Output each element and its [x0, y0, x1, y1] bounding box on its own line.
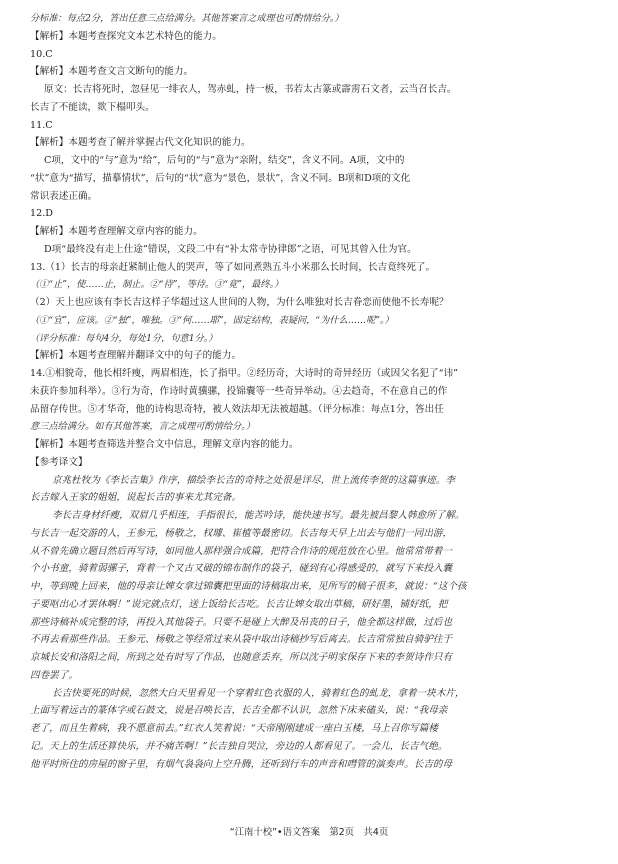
text-line: 【解析】本题考查理解文章内容的能力。 — [30, 226, 203, 237]
text-line: 京城长安和洛阳之间，所到之处有时写了作品，也随意丢弃，所以沈子明家保存下来的李贺诗作只有 — [30, 652, 453, 663]
text-line: （①“宜”，应该。②“独”，唯独。③“何……耶”，固定结构，表疑问，“为什么……呢”。） — [30, 314, 394, 326]
text-line: 【解析】本题考查探究文本艺术特色的能力。 — [30, 30, 222, 42]
text-line: 长吉快要死的时候，忽然大白天里看见一个穿着红色衣服的人，骑着红色的虬龙，拿着一块木片， — [52, 687, 465, 699]
text-line: 【解析】本题考查文言文断句的能力。 — [30, 66, 194, 78]
text-line: D项“最终没有走上仕途”错误，文段二中有“补太常寺协律郎”之语，可见其曾入仕为官。 — [44, 243, 417, 255]
text-line: 不再去看那些作品。王参元、杨敬之等经常过来从袋中取出诗稿抄写后离去。长吉常常独自骑驴往于 — [30, 634, 453, 646]
text-line: 意三点给满分。如有其他答案，言之成理可酌情给分。） — [30, 421, 256, 433]
text-line: 子要呕出心才罢休啊！”说完就点灯，送上饭给长吉吃。长吉让婢女取出草稿，研好墨，铺好纸，把 — [30, 598, 448, 610]
text-line: 长吉了不能读，欻下榻叩头。 — [30, 101, 155, 113]
text-line: 李长吉身材纤瘦，双眉几乎相连，手指很长，能苦吟诗，能快速书写。最先被昌黎人韩愈所了解。 — [52, 510, 465, 521]
text-line: 个小书童，骑着弱骡子，背着一个又古又破的锦布制作的袋子，碰到有心得感受的，就写下来投入囊 — [30, 563, 453, 575]
text-line: 13.（1）长吉的母亲赶紧制止他人的哭声，等了如同煮熟五斗小米那么长时间，长吉竟终死了。 — [30, 261, 436, 273]
text-line: （①“止”，使……止，制止。②“待”，等待。③“竟”，最终。） — [30, 279, 284, 291]
text-line: 分标准：每点2分，答出任意三点给满分。其他答案言之成理也可酌情给分。） — [30, 13, 344, 24]
text-line: 从不曾先确立题目然后再写诗，如同他人那样强合成篇，把符合作诗的规范放在心里。他常常带着一 — [30, 545, 453, 557]
text-line: 他平时所住的房屋的窗子里，有烟气袅袅向上空升腾，还听到行车的声音和嘒管的演奏声。长吉的母 — [30, 758, 453, 770]
text-line: 记。天上的生活还算快乐，并不痛苦啊！”长吉独自哭泣，旁边的人都看见了。一会儿，长吉气绝。 — [30, 740, 448, 752]
text-line: 老了，而且生着病，我不愿意前去。”红衣人笑着说：“天帝刚刚建成一座白玉楼，马上召你写篇楼 — [30, 723, 438, 734]
text-line: 四卷罢了。 — [30, 669, 78, 681]
page-footer: “江南十校”•语文答案 第2页 共4页 — [229, 827, 389, 838]
text-line: 12.D — [30, 208, 53, 220]
text-line: 品留存传世。⑤才华奇，他的诗构思奇特，被人效法却无法被超越。（评分标准：每点1分，答出任 — [30, 403, 444, 415]
text-line: 上面写着远古的篆体字或石鼓文，说是召唤长吉，长吉全都不认识，忽然下床来磕头，说：“我母亲 — [30, 705, 448, 717]
text-line: 原文：长吉将死时，忽昼见一绯衣人，驾赤虬，持一板，书若太古篆或霹雳石文者，云当召长吉。 — [44, 84, 457, 95]
text-line: 14.①相貌奇，他长相纤瘦，两眉相连，长了指甲。②经历奇，大诗时的奇异经历（或因父名犯了“讳” — [30, 368, 459, 379]
text-line: 中，等到晚上回来，他的母亲让婢女拿过锦囊把里面的诗稿取出来，见所写的稿子很多，就说：“这个孩 — [30, 581, 467, 592]
text-line: 长吉嫁入王家的姐姐，说起长吉的事来尤其完备。 — [30, 492, 242, 504]
text-line: （2）天上也应该有李长吉这样子华超过这人世间的人物，为什么唯独对长吉眷恋而使他不长寿呢？ — [30, 297, 449, 308]
text-line: 与长吉一起交游的人，王参元，杨敬之，权璩、崔植等最密切。长吉每天早上出去与他们一同出游， — [30, 527, 453, 539]
text-line: 【参考译文】 — [30, 456, 88, 468]
text-line: “状”意为“描写，描摹情状”，后句的“状”意为“景色，景状”，含义不同。B项和D项的文化 — [30, 172, 411, 184]
text-line: 未获许参加科举）。③行为奇，作诗时黄骥骡，投锦囊等一些奇异举动。④去趋奇，不在意自己的作 — [30, 385, 448, 397]
text-line: 【解析】本题考查理解并翻译文中的句子的能力。 — [30, 350, 242, 362]
text-line: 11.C — [30, 119, 53, 131]
text-line: （评分标准：每句4分，每处1分，句意1分。） — [30, 332, 218, 344]
text-line: 【解析】本题考查筛选并整合文中信息，理解文章内容的能力。 — [30, 439, 299, 450]
text-line: 【解析】本题考查了解并掌握古代文化知识的能力。 — [30, 137, 251, 149]
text-line: C项，文中的“与”意为“给”，后句的“与”意为“亲附，结交”，含义不同。A项，文中的 — [44, 155, 405, 166]
text-line: 京兆杜牧为《李长吉集》作序，描绘李长吉的奇特之处很是详尽，世上流传李贺的这篇事迹。李 — [52, 474, 455, 486]
text-line: 常识表述正确。 — [30, 190, 98, 202]
text-line: 10.C — [30, 48, 53, 60]
text-line: 那些诗稿补成完整的诗，再投入其他袋子。只要不是碰上大醉及吊丧的日子，他全都这样做，过后也 — [30, 616, 453, 628]
